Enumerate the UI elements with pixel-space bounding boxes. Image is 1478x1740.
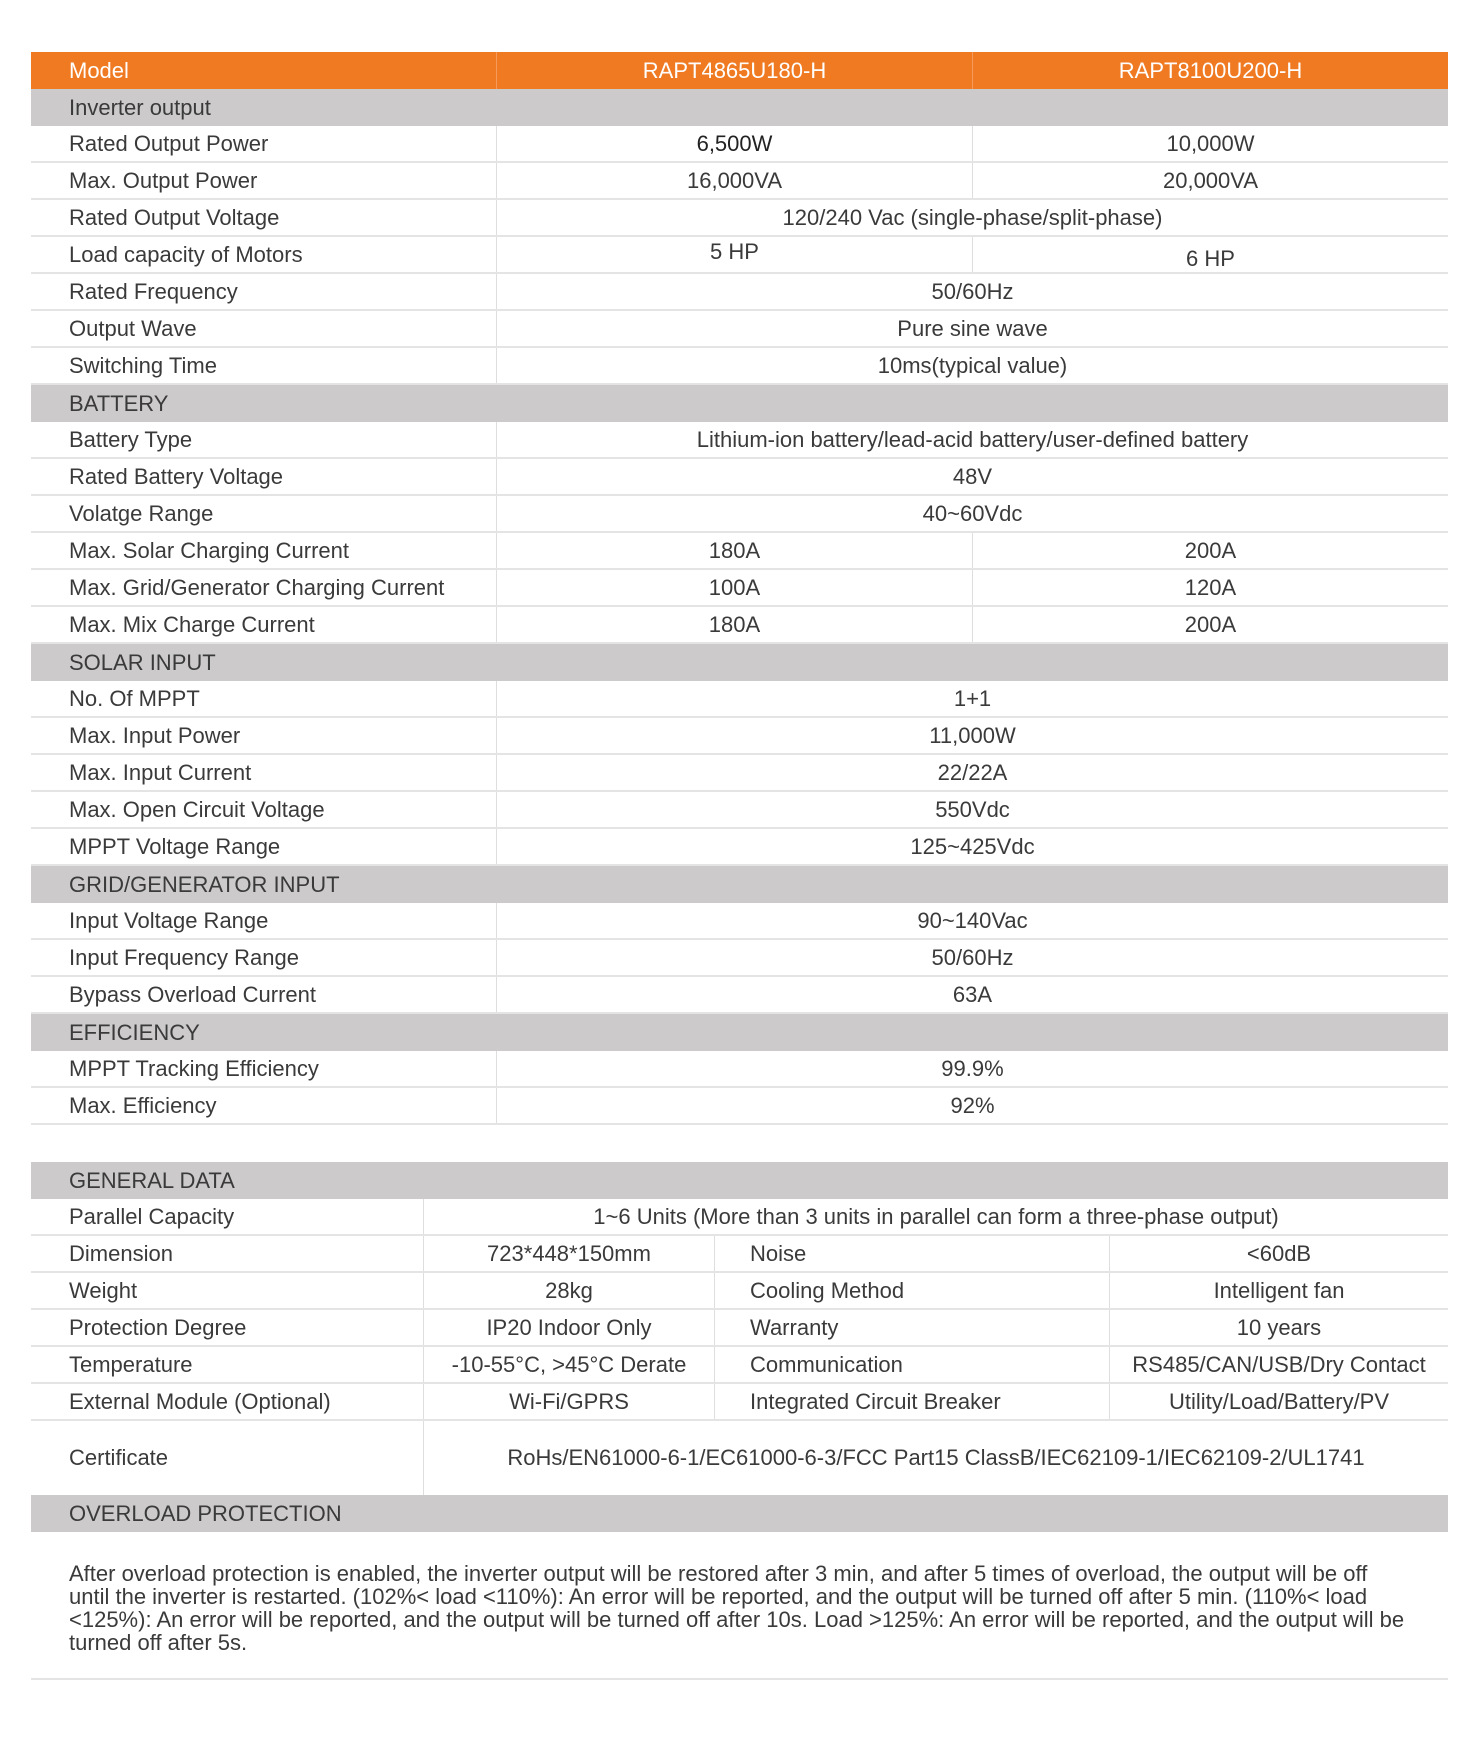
table-row xyxy=(31,681,1448,718)
row-label: Rated Output Power xyxy=(31,126,497,161)
row-label: Battery Type xyxy=(31,422,497,457)
row-label: Temperature xyxy=(31,1347,424,1382)
row-value: 6,500W xyxy=(696,130,773,156)
table-row xyxy=(31,311,1448,348)
row-value: 1~6 Units (More than 3 units in parallel can form a three-phase output) xyxy=(593,1203,1279,1229)
row-value: 200A xyxy=(972,607,1448,642)
row-label: Output Wave xyxy=(31,311,497,346)
row-label-2: Integrated Circuit Breaker xyxy=(715,1384,1110,1419)
row-label: Input Frequency Range xyxy=(31,940,497,975)
section-title: GENERAL DATA xyxy=(69,1167,235,1193)
overload-description: After overload protection is enabled, the inverter output will be restored after 3 min, and after 5 times of overload, the output will be off until the inverter is restarted. (102%< load <110%): An error will be reported, and the output will be turned off after 5 min. (110%< load <125%): An error will be reported, and the output will be turned off after 10s. Load >125%: An error will be reported, and the output will be turned off after 5s. xyxy=(31,1532,1448,1680)
row-value: RoHs/EN61000-6-1/EC61000-6-3/FCC Part15 ClassB/IEC62109-1/IEC62109-2/UL1741 xyxy=(507,1445,1365,1470)
model-label: Model xyxy=(31,52,497,89)
table-row xyxy=(31,903,1448,940)
row-value: 90~140Vac xyxy=(917,907,1028,933)
table-row xyxy=(31,200,1448,237)
section-title: GRID/GENERATOR INPUT xyxy=(69,871,340,897)
section-overload-protection xyxy=(31,1495,1448,1532)
table-row xyxy=(31,1236,1448,1273)
row-label: Input Voltage Range xyxy=(31,903,497,938)
row-label-2: Cooling Method xyxy=(715,1273,1110,1308)
row-value: 6 HP xyxy=(972,237,1448,272)
table-row xyxy=(31,570,1448,607)
model-2-name: RAPT8100U200-H xyxy=(972,52,1448,89)
section-title: Inverter output xyxy=(69,94,211,120)
table-row xyxy=(31,977,1448,1014)
row-label: Max. Solar Charging Current xyxy=(31,533,497,568)
row-label: Certificate xyxy=(31,1421,424,1495)
row-value: 180A xyxy=(708,537,761,563)
row-value: 5 HP xyxy=(710,239,759,264)
row-value: 22/22A xyxy=(937,759,1008,785)
table-row xyxy=(31,1088,1448,1125)
row-label: Dimension xyxy=(31,1236,424,1271)
row-value: 16,000VA xyxy=(686,167,782,193)
table-row xyxy=(31,940,1448,977)
table-row xyxy=(31,1051,1448,1088)
row-label: Max. Mix Charge Current xyxy=(31,607,497,642)
spacer xyxy=(31,1125,1448,1162)
row-value: 10,000W xyxy=(972,126,1448,161)
row-label: MPPT Tracking Efficiency xyxy=(31,1051,497,1086)
row-label: Rated Battery Voltage xyxy=(31,459,497,494)
table-row xyxy=(31,496,1448,533)
row-value: IP20 Indoor Only xyxy=(424,1310,715,1345)
section-title: BATTERY xyxy=(69,390,169,416)
row-value: 723*448*150mm xyxy=(424,1236,715,1271)
table-row xyxy=(31,1347,1448,1384)
row-label: MPPT Voltage Range xyxy=(31,829,497,864)
row-value: 11,000W xyxy=(929,722,1016,748)
row-value-2: <60dB xyxy=(1246,1240,1312,1266)
section-title: OVERLOAD PROTECTION xyxy=(69,1500,342,1526)
row-value: 125~425Vdc xyxy=(910,833,1035,859)
row-value-2: Intelligent fan xyxy=(1213,1277,1345,1303)
table-row xyxy=(31,459,1448,496)
row-label: Max. Input Power xyxy=(31,718,497,753)
row-label: Protection Degree xyxy=(31,1310,424,1345)
row-value: 40~60Vdc xyxy=(922,500,1023,526)
row-label: Max. Grid/Generator Charging Current xyxy=(31,570,497,605)
section-general-data xyxy=(31,1162,1448,1199)
table-row xyxy=(31,1310,1448,1347)
row-value-2: Utility/Load/Battery/PV xyxy=(1168,1388,1390,1414)
row-value-2: RS485/CAN/USB/Dry Contact xyxy=(1132,1351,1426,1377)
row-label-2: Communication xyxy=(715,1347,1110,1382)
row-value: 63A xyxy=(952,981,993,1007)
row-label: Rated Output Voltage xyxy=(31,200,497,235)
row-value: 180A xyxy=(708,611,761,637)
spec-sheet xyxy=(31,52,1448,1680)
section-solar-input xyxy=(31,644,1448,681)
row-value: 120A xyxy=(972,570,1448,605)
row-value: 50/60Hz xyxy=(931,944,1014,970)
table-row xyxy=(31,1199,1448,1236)
table-row xyxy=(31,348,1448,385)
model-header-row xyxy=(31,52,1448,89)
table-row xyxy=(31,422,1448,459)
row-value: 100A xyxy=(708,574,761,600)
row-label: Rated Frequency xyxy=(31,274,497,309)
table-row xyxy=(31,274,1448,311)
table-row xyxy=(31,607,1448,644)
row-label-2: Warranty xyxy=(715,1310,1110,1345)
row-label: No. Of MPPT xyxy=(31,681,497,716)
section-battery xyxy=(31,385,1448,422)
section-title: EFFICIENCY xyxy=(69,1019,200,1045)
row-label-2: Noise xyxy=(715,1236,1110,1271)
row-label: Weight xyxy=(31,1273,424,1308)
row-label: Volatge Range xyxy=(31,496,497,531)
row-label: Max. Open Circuit Voltage xyxy=(31,792,497,827)
row-label: External Module (Optional) xyxy=(31,1384,424,1419)
table-row xyxy=(31,792,1448,829)
row-label: Bypass Overload Current xyxy=(31,977,497,1012)
row-value: 99.9% xyxy=(941,1055,1004,1081)
row-value: 28kg xyxy=(424,1273,715,1308)
table-row xyxy=(31,533,1448,570)
row-value: 92% xyxy=(950,1092,995,1118)
section-grid-input xyxy=(31,866,1448,903)
row-value: 550Vdc xyxy=(935,796,1010,822)
section-efficiency xyxy=(31,1014,1448,1051)
certificate-row xyxy=(31,1421,1448,1495)
table-row xyxy=(31,1273,1448,1310)
section-title: SOLAR INPUT xyxy=(69,649,216,675)
row-value: Pure sine wave xyxy=(897,315,1048,341)
row-value: 200A xyxy=(972,533,1448,568)
row-label: Max. Input Current xyxy=(31,755,497,790)
row-value: -10-55°C, >45°C Derate xyxy=(424,1347,715,1382)
row-value: 50/60Hz xyxy=(931,278,1014,304)
table-row xyxy=(31,829,1448,866)
row-value: Lithium-ion battery/lead-acid battery/user-defined battery xyxy=(696,426,1249,452)
row-label: Switching Time xyxy=(31,348,497,383)
row-value: Wi-Fi/GPRS xyxy=(424,1384,715,1419)
model-1-name: RAPT4865U180-H xyxy=(642,57,827,83)
table-row xyxy=(31,163,1448,200)
table-row xyxy=(31,237,1448,274)
row-label: Max. Output Power xyxy=(31,163,497,198)
row-value: 10ms(typical value) xyxy=(877,352,1068,378)
row-label: Max. Efficiency xyxy=(31,1088,497,1123)
row-value: 20,000VA xyxy=(972,163,1448,198)
table-row xyxy=(31,718,1448,755)
row-value: 120/240 Vac (single-phase/split-phase) xyxy=(782,204,1163,230)
table-row xyxy=(31,1384,1448,1421)
row-value: 48V xyxy=(952,463,993,489)
row-label: Parallel Capacity xyxy=(31,1199,424,1234)
row-value: 1+1 xyxy=(953,685,992,711)
table-row xyxy=(31,126,1448,163)
row-value-2: 10 years xyxy=(1236,1314,1322,1340)
table-row xyxy=(31,755,1448,792)
section-inverter-output xyxy=(31,89,1448,126)
row-label: Load capacity of Motors xyxy=(31,237,497,272)
